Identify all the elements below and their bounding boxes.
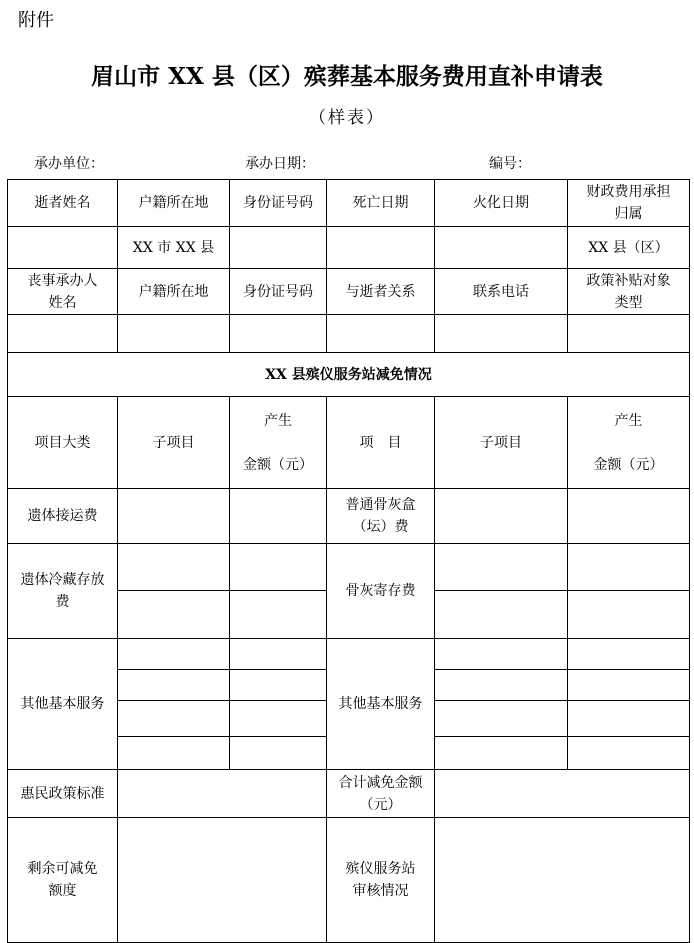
page-title: 眉山市 XX 县（区）殡葬基本服务费用直补申请表 xyxy=(91,63,603,90)
date-label: 承办日期： xyxy=(245,156,315,172)
urn-fee-label xyxy=(327,489,435,544)
household-location-label: 户籍所在地 xyxy=(118,180,230,227)
urn-sub-item-cell[interactable] xyxy=(435,489,568,544)
section-title-row xyxy=(8,353,690,397)
transport-amount-cell[interactable] xyxy=(230,489,327,544)
fiscal-attribution-label xyxy=(568,180,690,227)
id-number-label: 身份证号码 xyxy=(230,180,327,227)
handler-name-line1: 丧事承办人 xyxy=(27,272,98,289)
fiscal-attribution-value[interactable]: XX 县（区） xyxy=(568,227,690,269)
death-date-label: 死亡日期 xyxy=(327,180,435,227)
amount-header-left-line1: 产生 xyxy=(264,412,292,429)
phone-cell[interactable] xyxy=(435,315,568,353)
handler-header-row xyxy=(8,269,690,315)
deceased-name-cell[interactable] xyxy=(8,227,118,269)
remaining-quota-line1: 剩余可减免 xyxy=(27,861,98,877)
subsidy-type-label xyxy=(568,269,690,315)
remaining-quota-label xyxy=(8,818,118,943)
cold-storage-sub-item-cell[interactable] xyxy=(118,544,230,591)
cold-storage-fee-label xyxy=(8,544,118,639)
cold-storage-amount-cell[interactable] xyxy=(230,544,327,591)
id-number-cell[interactable] xyxy=(230,227,327,269)
household-location-value[interactable]: XX 市 XX 县 xyxy=(118,227,230,269)
other-sub-item-cell[interactable] xyxy=(118,670,230,701)
handler-household-label: 户籍所在地 xyxy=(118,269,230,315)
item-header: 项 目 xyxy=(327,397,435,489)
other-services-label-right: 其他基本服务 xyxy=(327,639,435,770)
other-amount-cell[interactable] xyxy=(568,737,690,770)
table-row xyxy=(8,639,690,670)
handler-household-cell[interactable] xyxy=(118,315,230,353)
table-row xyxy=(8,770,690,818)
policy-standard-label: 惠民政策标准 xyxy=(8,770,118,818)
total-reduction-label xyxy=(327,770,435,818)
review-status-line2: 审核情况 xyxy=(352,883,409,899)
table-row xyxy=(8,818,690,943)
handler-id-label: 身份证号码 xyxy=(230,269,327,315)
handler-name-cell[interactable] xyxy=(8,315,118,353)
application-form-table xyxy=(7,179,690,943)
other-sub-item-cell[interactable] xyxy=(435,639,568,670)
amount-header-right xyxy=(568,397,690,489)
review-status-label xyxy=(327,818,435,943)
transport-sub-item-cell[interactable] xyxy=(118,489,230,544)
total-reduction-line2: （元） xyxy=(359,796,402,813)
phone-label: 联系电话 xyxy=(435,269,568,315)
subsidy-type-line1: 政策补贴对象 xyxy=(586,272,671,289)
cold-storage-line1: 遗体冷藏存放 xyxy=(20,572,105,588)
cold-storage-amount-cell[interactable] xyxy=(230,591,327,639)
other-amount-cell[interactable] xyxy=(568,670,690,701)
other-amount-cell[interactable] xyxy=(230,670,327,701)
relation-label: 与逝者关系 xyxy=(327,269,435,315)
fiscal-attribution-line2: 归属 xyxy=(614,206,643,222)
other-sub-item-cell[interactable] xyxy=(435,737,568,770)
urn-amount-cell[interactable] xyxy=(568,489,690,544)
category-header: 项目大类 xyxy=(8,397,118,489)
total-reduction-cell[interactable] xyxy=(435,770,690,818)
handler-name-line2: 姓名 xyxy=(48,294,77,311)
items-header-row xyxy=(8,397,690,489)
unit-label: 承办单位： xyxy=(34,156,104,172)
review-status-cell[interactable] xyxy=(435,818,690,943)
amount-header-left xyxy=(230,397,327,489)
other-sub-item-cell[interactable] xyxy=(435,670,568,701)
other-amount-cell[interactable] xyxy=(568,701,690,737)
other-sub-item-cell[interactable] xyxy=(118,639,230,670)
page-subtitle: （样表） xyxy=(309,108,385,128)
cold-storage-line2: 费 xyxy=(55,594,70,610)
subsidy-type-cell[interactable] xyxy=(568,315,690,353)
other-amount-cell[interactable] xyxy=(230,701,327,737)
ash-storage-amount-cell[interactable] xyxy=(568,591,690,639)
relation-cell[interactable] xyxy=(327,315,435,353)
attachment-label: 附件 xyxy=(18,10,54,31)
subsidy-type-line2: 类型 xyxy=(614,294,643,311)
sub-item-header-right: 子项目 xyxy=(435,397,568,489)
cold-storage-sub-item-cell[interactable] xyxy=(118,591,230,639)
table-row xyxy=(8,544,690,591)
ash-storage-sub-item-cell[interactable] xyxy=(435,544,568,591)
total-reduction-line1: 合计减免金额 xyxy=(338,774,423,791)
other-services-label-left: 其他基本服务 xyxy=(8,639,118,770)
section-title: XX 县殡仪服务站减免情况 xyxy=(8,353,690,397)
review-status-line1: 殡仪服务站 xyxy=(345,861,416,877)
deceased-header-row xyxy=(8,180,690,227)
amount-header-left-line2: 金额（元） xyxy=(243,456,313,473)
other-amount-cell[interactable] xyxy=(230,639,327,670)
other-amount-cell[interactable] xyxy=(568,639,690,670)
remaining-quota-line2: 额度 xyxy=(48,883,77,899)
other-sub-item-cell[interactable] xyxy=(435,701,568,737)
other-sub-item-cell[interactable] xyxy=(118,701,230,737)
cremation-date-cell[interactable] xyxy=(435,227,568,269)
death-date-cell[interactable] xyxy=(327,227,435,269)
ash-storage-sub-item-cell[interactable] xyxy=(435,591,568,639)
deceased-name-label: 逝者姓名 xyxy=(8,180,118,227)
amount-header-right-line1: 产生 xyxy=(614,412,643,429)
urn-fee-line1: 普通骨灰盒 xyxy=(345,497,416,513)
transport-fee-label: 遗体接运费 xyxy=(8,489,118,544)
remaining-quota-cell[interactable] xyxy=(118,818,327,943)
sub-item-header-left: 子项目 xyxy=(118,397,230,489)
handler-name-label xyxy=(8,269,118,315)
table-row xyxy=(8,489,690,544)
number-label: 编号： xyxy=(489,156,531,172)
ash-storage-fee-label: 骨灰寄存费 xyxy=(327,544,435,639)
cremation-date-label: 火化日期 xyxy=(435,180,568,227)
amount-header-right-line2: 金额（元） xyxy=(593,456,664,473)
fiscal-attribution-line1: 财政费用承担 xyxy=(586,184,671,200)
other-amount-cell[interactable] xyxy=(230,737,327,770)
policy-standard-cell[interactable] xyxy=(118,770,327,818)
ash-storage-amount-cell[interactable] xyxy=(568,544,690,591)
urn-fee-line2: （坛）费 xyxy=(352,519,409,535)
deceased-value-row xyxy=(8,227,690,269)
other-sub-item-cell[interactable] xyxy=(118,737,230,770)
handler-value-row xyxy=(8,315,690,353)
handler-id-cell[interactable] xyxy=(230,315,327,353)
